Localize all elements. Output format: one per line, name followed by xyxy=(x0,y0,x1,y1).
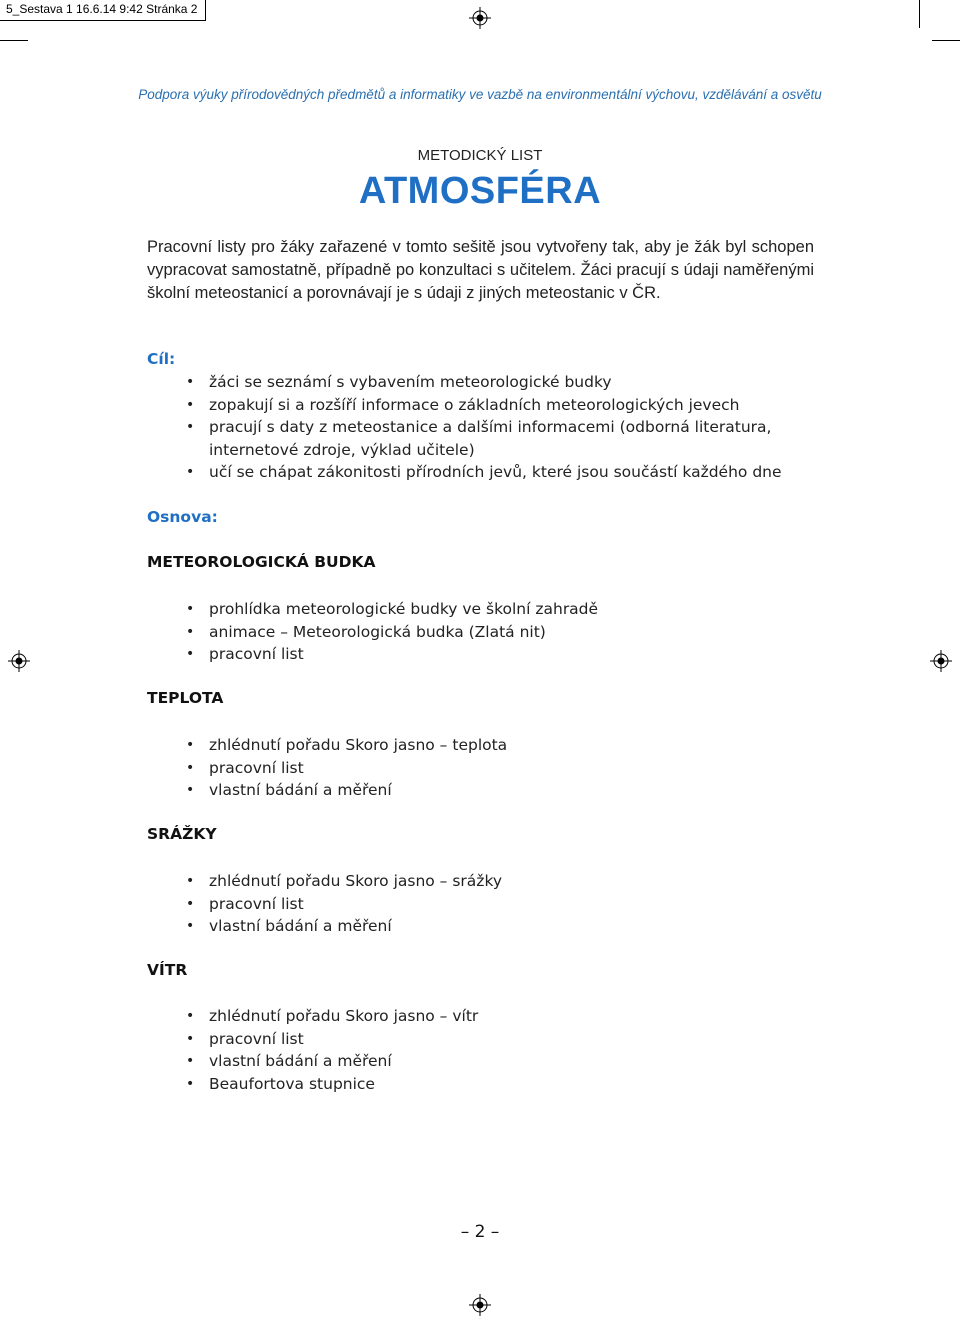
list-item: • pracovní list xyxy=(186,643,826,666)
page-number: – 2 – xyxy=(460,1222,500,1242)
precipitation-list xyxy=(186,870,826,938)
weather-station-list xyxy=(186,598,826,666)
list-item: • vlastní bádání a měření xyxy=(186,1050,826,1073)
list-item: • vlastní bádání a měření xyxy=(186,915,826,938)
section-heading-temperature: TEPLOTA xyxy=(147,689,224,707)
temperature-list xyxy=(186,734,826,802)
registration-mark-icon xyxy=(469,7,491,29)
section-heading-wind: VÍTR xyxy=(147,961,188,979)
list-item: • animace – Meteorologická budka (Zlatá nit) xyxy=(186,621,826,644)
print-slug: 5_Sestava 1 16.6.14 9:42 Stránka 2 xyxy=(0,0,206,21)
list-item: • učí se chápat zákonitosti přírodních jevů, které jsou součástí každého dne xyxy=(186,461,826,484)
registration-mark-icon xyxy=(8,650,30,672)
crop-mark-top-left xyxy=(0,40,28,41)
document-type-label: METODICKÝ LIST xyxy=(417,147,543,164)
list-item: • žáci se seznámí s vybavením meteorologické budky xyxy=(186,371,826,394)
goal-list xyxy=(186,371,826,484)
wind-list xyxy=(186,1005,826,1095)
outline-label: Osnova: xyxy=(147,508,218,526)
list-item: • pracovní list xyxy=(186,1028,826,1051)
section-heading-precipitation: SRÁŽKY xyxy=(147,825,217,843)
list-item: • zhlédnutí pořadu Skoro jasno – srážky xyxy=(186,870,826,893)
goal-label: Cíl: xyxy=(147,350,176,368)
page-title: ATMOSFÉRA xyxy=(358,170,602,212)
registration-mark-icon xyxy=(469,1294,491,1316)
intro-paragraph: Pracovní listy pro žáky zařazené v tomto sešitě jsou vytvořeny tak, aby je žák byl schopen vypracovat samostatně, případně po konzultaci s učitelem. Žáci pracují s údaji naměřenými školní meteostanicí a porovnávají je s údaji z jiných meteostanic v ČR. xyxy=(147,238,814,302)
list-item: • zhlédnutí pořadu Skoro jasno – vítr xyxy=(186,1005,826,1028)
list-item: • zhlédnutí pořadu Skoro jasno – teplota xyxy=(186,734,826,757)
list-item: • prohlídka meteorologické budky ve školní zahradě xyxy=(186,598,826,621)
list-item: • pracují s daty z meteostanice a dalšími informacemi (odborná literatura, internetové zdroje, výklad učitele) xyxy=(186,416,826,461)
list-item: • pracovní list xyxy=(186,757,826,780)
list-item: • Beaufortova stupnice xyxy=(186,1073,826,1096)
section-heading-weather-station: METEOROLOGICKÁ BUDKA xyxy=(147,553,376,571)
list-item: • vlastní bádání a měření xyxy=(186,779,826,802)
list-item: • zopakují si a rozšíří informace o základních meteorologických jevech xyxy=(186,394,826,417)
crop-mark-top-right-vertical xyxy=(919,0,920,28)
list-item: • pracovní list xyxy=(186,893,826,916)
registration-mark-icon xyxy=(930,650,952,672)
crop-mark-top-right xyxy=(932,40,960,41)
running-header: Podpora výuky přírodovědných předmětů a informatiky ve vazbě na environmentální výchovu, vzdělávání a osvětu xyxy=(138,87,822,102)
